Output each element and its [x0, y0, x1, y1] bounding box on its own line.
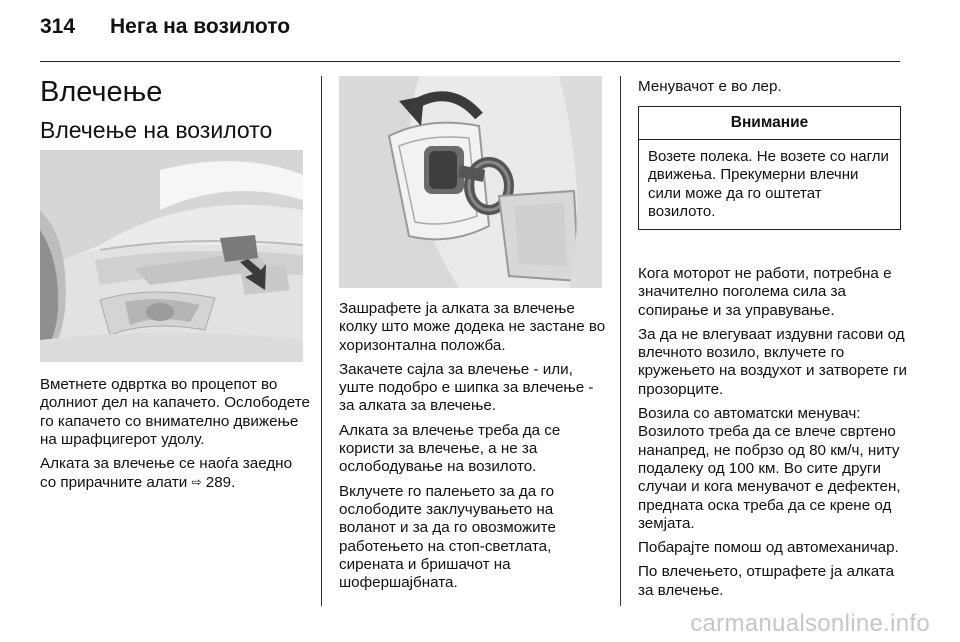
paragraph: Возила со автоматски менувач: Возилото треба да се влече свртено нанапред, не побрзо од 80 км/ч, ниту подалеку од 100 км. Во сите други случаи и кога менувачот е дефектен, предната оска треба да се крене од земјата.: [638, 405, 901, 532]
reference-text: Алката за влечење се наоѓа заедно со прирачните алати: [40, 455, 293, 492]
paragraph: Вметнете одвртка во процепот во долниот дел на капачето. Ослободете го капачето со внимателно движење на шрафцигерот удолу.: [40, 376, 310, 448]
reference-paragraph: [40, 455, 310, 493]
column-divider-2: [620, 76, 621, 606]
column-divider-1: [321, 76, 322, 606]
column-1-text: [40, 376, 310, 499]
page-reference-arrow-icon: ⇨: [191, 475, 202, 490]
paragraph: По влечењето, отшрафете ја алката за влечење.: [638, 563, 895, 599]
paragraph: Менувачот е во лер.: [638, 78, 782, 95]
paragraph: Зашрафете ја алката за влечење колку што може додека не застане во хоризонтална положба.: [339, 300, 606, 354]
column-2-text: [339, 300, 609, 598]
figure-tow-eye-cover: [40, 150, 303, 362]
tow-eye-illustration: [339, 76, 602, 288]
caution-heading: Внимание: [639, 107, 900, 140]
paragraph: Вклучете го палењето за да го ослободите заклучувањето на воланот и за да го овозможите работењето на стоп-светлата, сирената и бришачот на шофершајбната.: [339, 482, 556, 592]
paragraph: Алката за влечење треба да се користи за влечење, а не за ослободување на возилото.: [339, 421, 561, 476]
paragraph: Кога моторот не работи, потребна е значително поголема сила за сопирање и за управување.: [638, 265, 892, 319]
caution-box: [638, 106, 901, 230]
figure-tow-eye-screw-in: [339, 76, 602, 288]
reference-page-link[interactable]: 289.: [205, 474, 236, 492]
header-rule: [40, 61, 900, 62]
watermark: carmanualsonline.info: [690, 610, 930, 637]
caution-text: Возете полека. Не возете со нагли движења. Прекумерни влечни сили може да го оштетат возилото.: [648, 148, 889, 220]
paragraph: За да не влегуваат издувни гасови од влечното возило, вклучете го кружењето на воздухот и затворете ги прозорците.: [638, 325, 907, 398]
column-3-intro: [638, 78, 908, 102]
section-title: Влечење: [40, 76, 163, 108]
running-head: Нега на возилото: [110, 15, 291, 38]
paragraph: Закачете сајла за влечење - или, уште подобро е шипка за влечење - за алката за влечење.: [339, 360, 594, 415]
car-front-bumper-illustration: [40, 150, 303, 362]
page-number: 314: [40, 15, 76, 38]
section-subtitle: Влечење на возилото: [40, 117, 273, 143]
paragraph: Побарајте помош од автомеханичар.: [638, 539, 899, 557]
column-3-text: [638, 265, 910, 606]
